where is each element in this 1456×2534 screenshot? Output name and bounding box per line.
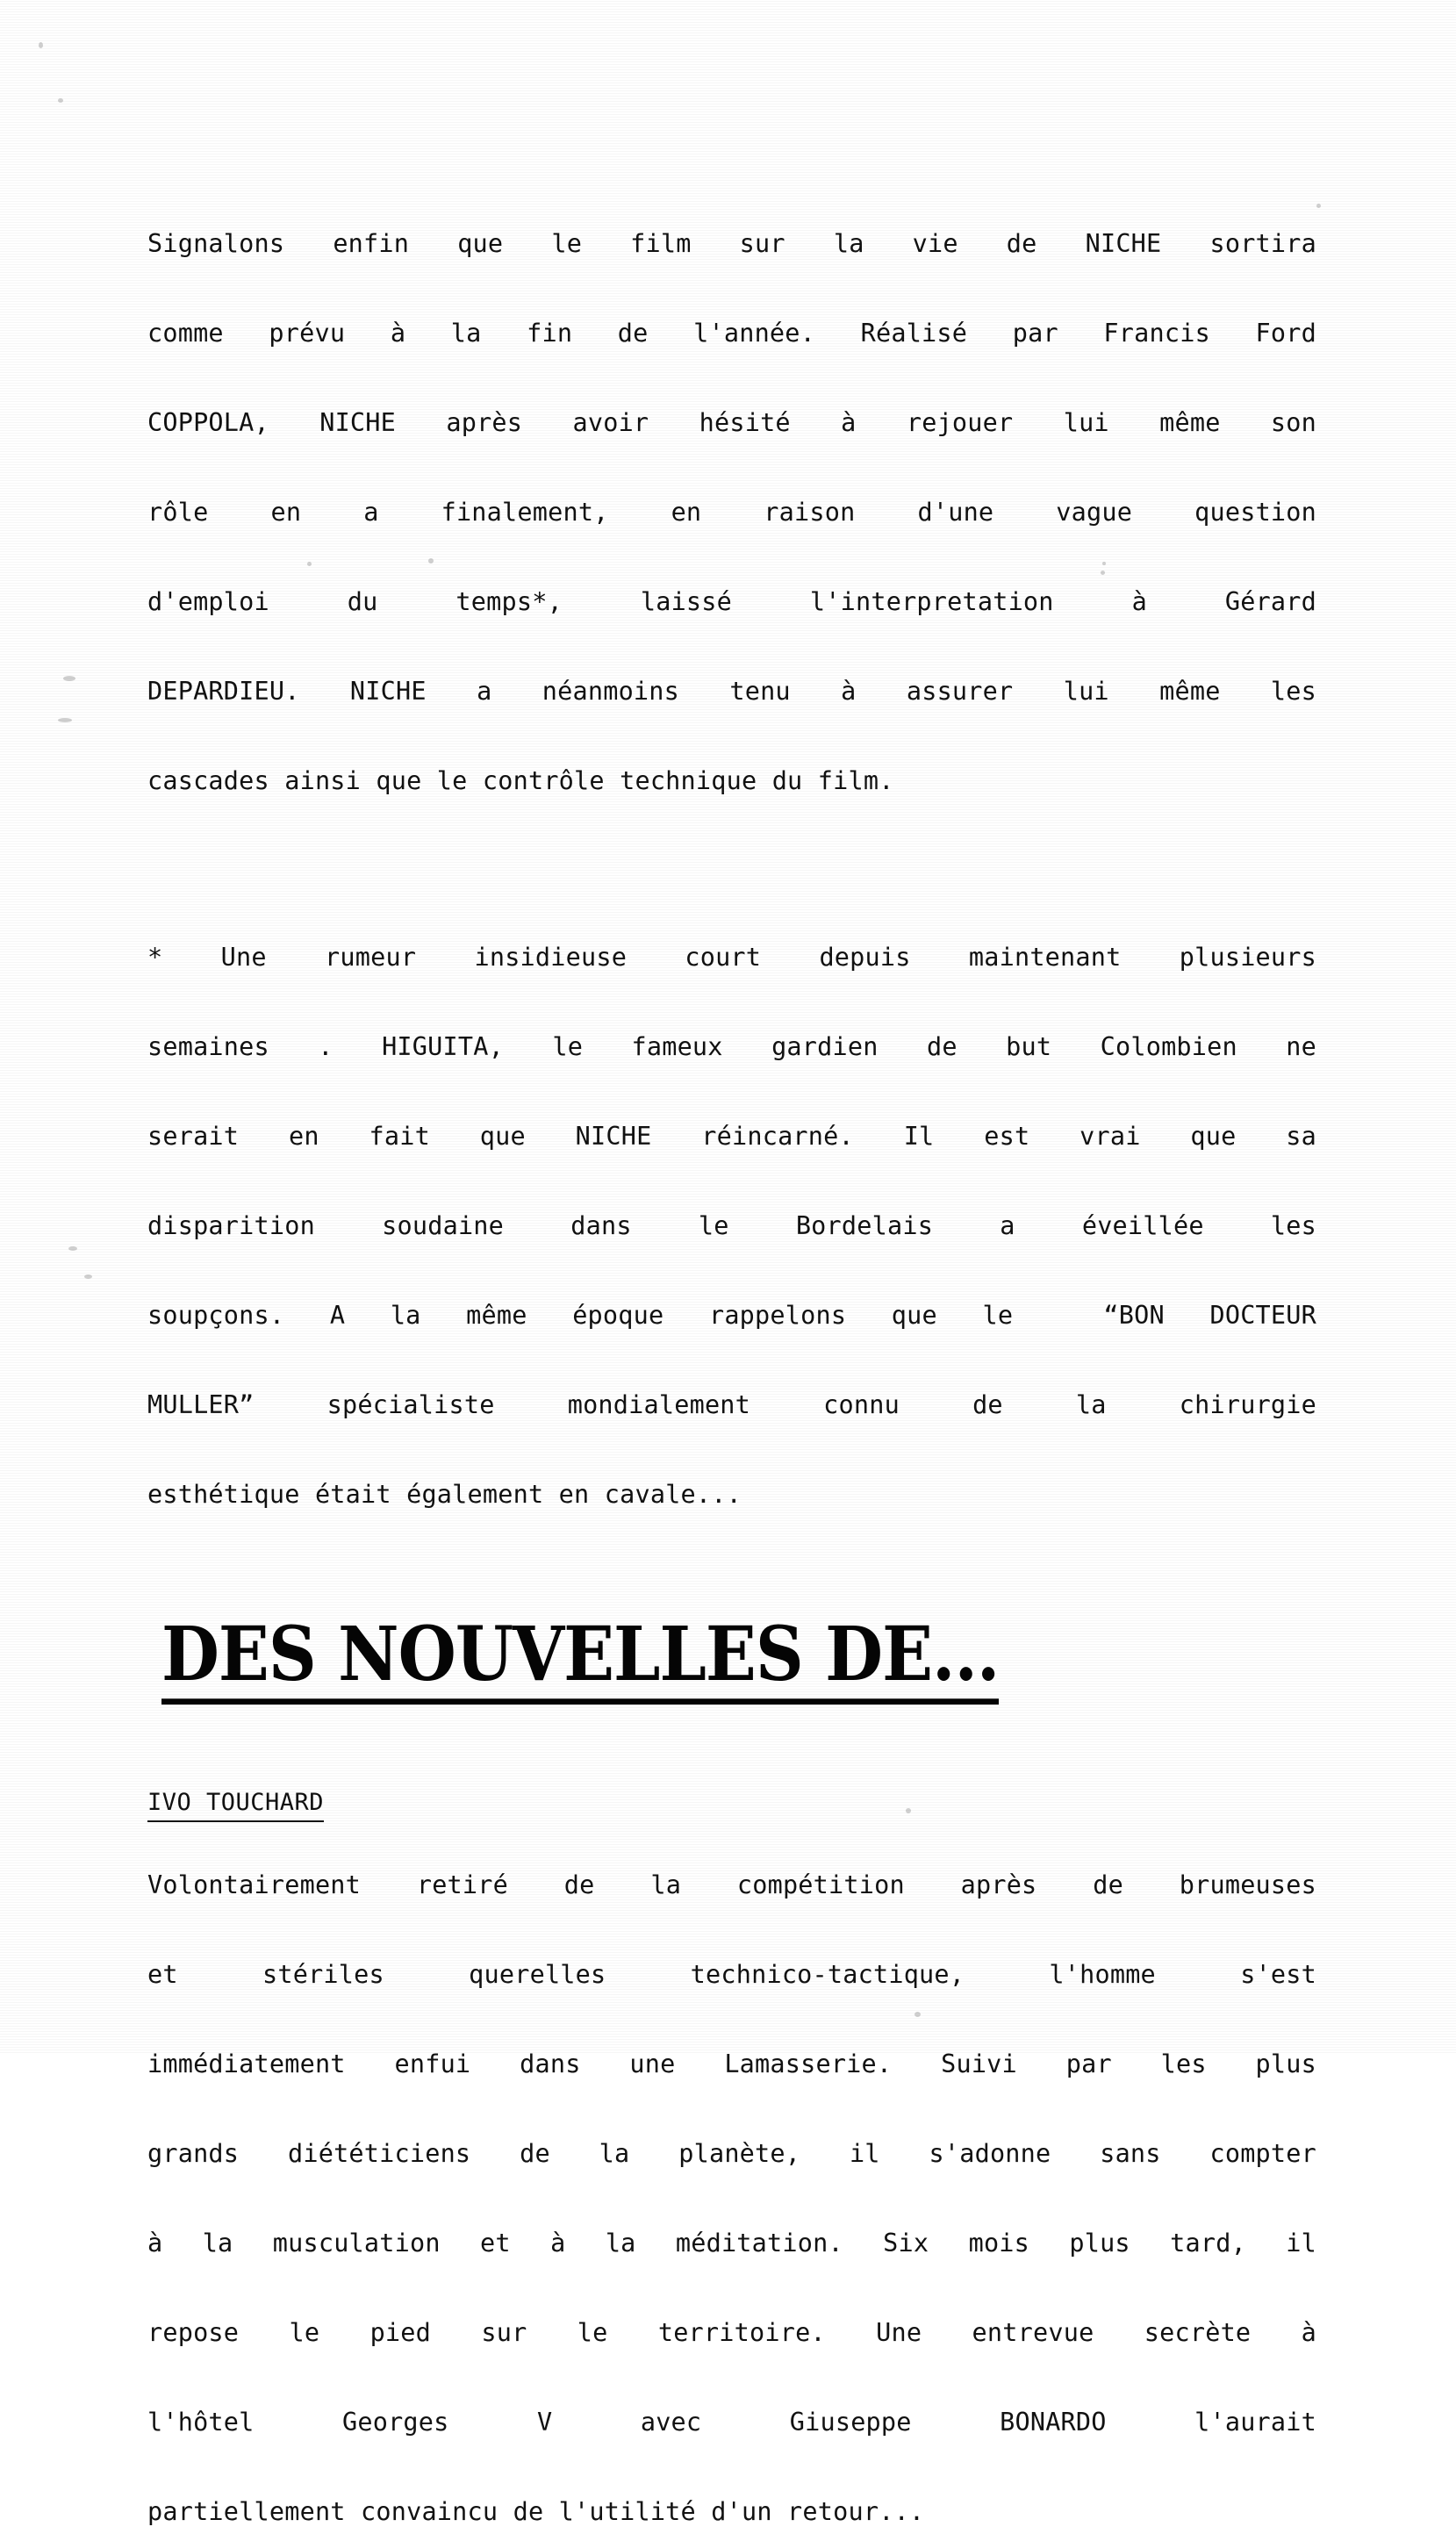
text-line: * Une rumeur insidieuse court depuis maintenant plusieurs — [147, 943, 1316, 972]
scan-speck — [1316, 204, 1321, 208]
scan-speck — [63, 676, 75, 681]
text-line: rôle en a finalement, en raison d'une vague question — [147, 498, 1316, 527]
text-line: DEPARDIEU. NICHE a néanmoins tenu à assurer lui même les — [147, 677, 1316, 706]
ivo-touchard-paragraph — [147, 1863, 1316, 2534]
text-line: cascades ainsi que le contrôle technique du film. — [147, 766, 894, 795]
text-line: esthétique était également en cavale... — [147, 1480, 742, 1509]
text-line: immédiatement enfui dans une Lamasserie. Suivi par les plus — [147, 2049, 1316, 2078]
text-line: serait en fait que NICHE réincarné. Il est vrai que sa — [147, 1122, 1316, 1151]
text-line: COPPOLA, NICHE après avoir hésité à rejouer lui même son — [147, 408, 1316, 437]
text-line: comme prévu à la fin de l'année. Réalisé par Francis Ford — [147, 319, 1316, 348]
text-line: semaines . HIGUITA, le fameux gardien de but Colombien ne — [147, 1032, 1316, 1061]
heading-spacer — [147, 1517, 1316, 1622]
page-content — [147, 221, 1316, 2534]
scan-speck — [58, 718, 72, 722]
text-line: d'emploi du temps*, laissé l'interpretation à Gérard — [147, 587, 1316, 616]
text-line: grands diététiciens de la planète, il s'adonne sans compter — [147, 2139, 1316, 2168]
niche-film-paragraph — [147, 221, 1316, 803]
headline-container — [161, 1610, 1316, 1705]
text-line: Volontairement retiré de la compétition après de brumeuses — [147, 1870, 1316, 1899]
text-line: l'hôtel Georges V avec Giuseppe BONARDO l'aurait — [147, 2408, 1316, 2437]
scan-speck — [39, 42, 43, 48]
rumeur-footnote-paragraph — [147, 935, 1316, 1517]
text-line: disparition soudaine dans le Bordelais a éveillée les — [147, 1211, 1316, 1240]
text-line: et stériles querelles technico-tactique, l'homme s'est — [147, 1960, 1316, 1989]
text-line: à la musculation et à la méditation. Six mois plus tard, il — [147, 2229, 1316, 2258]
text-line: soupçons. A la même époque rappelons que le “BON DOCTEUR — [147, 1301, 1316, 1330]
text-line: Signalons enfin que le film sur la vie de NICHE sortira — [147, 229, 1316, 258]
subheading-container — [147, 1785, 1316, 1822]
ivo-touchard-subheading: IVO TOUCHARD — [147, 1785, 324, 1822]
scan-speck — [84, 1274, 92, 1279]
text-line: repose le pied sur le territoire. Une entrevue secrète à — [147, 2318, 1316, 2347]
paragraph-spacer — [147, 803, 1316, 935]
des-nouvelles-de-heading: DES NOUVELLES DE... — [161, 1612, 999, 1705]
scan-speck — [58, 98, 63, 103]
text-line: MULLER” spécialiste mondialement connu de la chirurgie — [147, 1390, 1316, 1419]
text-line: partiellement convaincu de l'utilité d'un retour... — [147, 2497, 925, 2526]
scan-speck — [68, 1246, 77, 1251]
subheading-spacer — [147, 1705, 1316, 1785]
text-spacer — [147, 1822, 1316, 1863]
